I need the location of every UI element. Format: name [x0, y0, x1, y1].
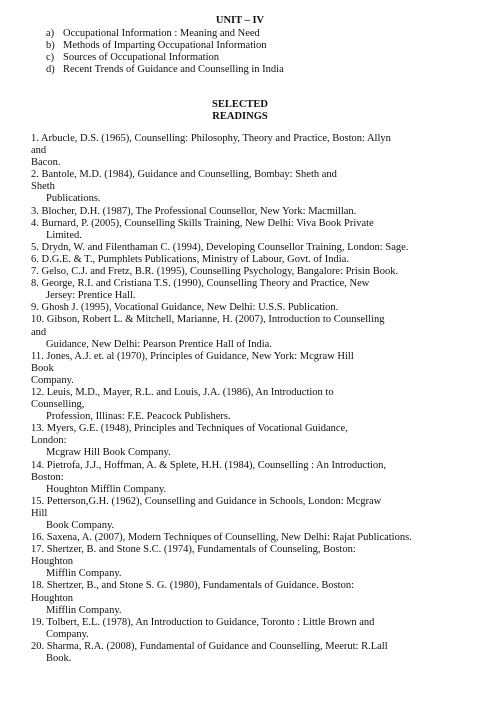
reference-first-line: 4. Burnard, P. (2005), Counselling Skills Training, New Delhi: Viva Book Private: [31, 217, 374, 229]
list-marker: d): [46, 64, 55, 76]
list-marker: a): [46, 28, 55, 39]
reference-entry: [31, 278, 409, 302]
reference-continuation-line: Counselling,: [31, 399, 85, 411]
unit-topic-item: [46, 28, 284, 40]
reference-entry: [31, 544, 409, 580]
reference-entry: [31, 302, 409, 314]
topic-text: Recent Trends of Guidance and Counselling in India: [63, 64, 284, 76]
reference-continuation-line: Book.: [46, 653, 72, 665]
reference-first-line: 14. Pietrofa, J.J., Hoffman, A. & Splete, H.H. (1984), Counselling : An Introduction,: [31, 459, 387, 471]
reference-continuation-line: Publications.: [46, 193, 101, 205]
reference-continuation-line: Houghton Mifflin Company.: [46, 483, 167, 495]
reference-first-line: 7. Gelso, C.J. and Fretz, B.R. (1995), Counselling Psychology, Bangalore: Prisin Book.: [31, 266, 399, 278]
reference-continuation-line: Company.: [46, 628, 89, 640]
topic-text: Methods of Imparting Occupational Information: [63, 40, 267, 52]
reference-continuation-line: Mcgraw Hill Book Company.: [46, 447, 171, 459]
reference-first-line: 5. Drydn, W. and Filenthaman C. (1994), Developing Counsellor Training, London: Sage.: [31, 241, 409, 253]
reference-list: [31, 133, 412, 665]
reference-continuation-line: London:: [31, 435, 67, 447]
reference-continuation-line: Guidance, New Delhi: Pearson Prentice Hall of India.: [46, 338, 272, 350]
unit-topic-item: [46, 52, 284, 64]
reference-continuation-line: Book Company.: [46, 520, 115, 531]
reference-first-line: 13. Myers, G.E. (1948), Principles and Techniques of Vocational Guidance,: [31, 423, 348, 435]
selected-readings-heading: [0, 99, 480, 123]
reference-first-line: 12. Leuis, M.D., Mayer, R.L. and Louis, J.A. (1986), An Introduction to: [31, 386, 334, 398]
unit-title: UNIT – IV: [215, 15, 265, 26]
topic-text: Occupational Information : Meaning and Need: [63, 28, 260, 39]
reference-entry: [31, 266, 409, 278]
reference-continuation-line: Houghton: [31, 592, 73, 604]
reference-continuation-line: Limited.: [46, 229, 82, 241]
reference-entry: [31, 496, 409, 532]
topic-text: Sources of Occupational Information: [63, 52, 219, 64]
reference-entry: [31, 242, 409, 254]
reference-entry: [31, 218, 409, 242]
reference-first-line: 1. Arbucle, D.S. (1965), Counselling: Philosophy, Theory and Practice, Boston: Allyn: [31, 133, 391, 144]
reference-continuation-line: Jersey: Prentice Hall.: [46, 290, 136, 302]
reference-continuation-line: Houghton: [31, 556, 73, 568]
reference-entry: [31, 580, 409, 616]
reference-entry: [31, 351, 409, 387]
reference-entry: [31, 641, 409, 665]
reference-entry: [31, 617, 409, 641]
reference-continuation-line: Book: [31, 362, 54, 374]
list-marker: c): [46, 52, 55, 64]
reference-continuation-line: and: [31, 326, 47, 338]
reference-continuation-line: Bacon.: [31, 157, 61, 169]
reference-first-line: 11. Jones, A.J. et. al (1970), Principles of Guidance, New York: Mcgraw Hill: [31, 350, 354, 362]
reference-first-line: 15. Petterson,G.H. (1962), Counselling and Guidance in Schools, London: Mcgraw: [31, 495, 382, 507]
reference-first-line: 8. George, R.I. and Cristiana T.S. (1990), Counselling Theory and Practice, New: [31, 278, 370, 290]
reference-continuation-line: Mifflin Company.: [46, 604, 122, 616]
reference-first-line: 20. Sharma, R.A. (2008), Fundamental of Guidance and Counselling, Meerut: R.Lall: [31, 640, 388, 652]
reference-entry: [31, 314, 409, 350]
reference-continuation-line: Boston:: [31, 471, 64, 483]
heading-line-selected: SELECTED: [211, 99, 269, 110]
reference-first-line: 18. Shertzer, B., and Stone S. G. (1980), Fundamentals of Guidance. Boston:: [31, 580, 354, 592]
reference-entry: [31, 460, 409, 496]
reference-first-line: 16. Saxena, A. (2007), Modern Techniques of Counselling, New Delhi: Rajat Publications.: [31, 532, 412, 544]
reference-entry: [31, 169, 409, 205]
reference-first-line: 10. Gibson, Robert L. & Mitchell, Marianne, H. (2007), Introduction to Counselling: [31, 314, 385, 326]
reference-entry: [31, 423, 409, 459]
unit-topic-item: [46, 64, 284, 76]
reference-continuation-line: Mifflin Company.: [46, 568, 122, 580]
reference-first-line: 17. Shertzer, B. and Stone S.C. (1974), Fundamentals of Counseling, Boston:: [31, 544, 356, 556]
reference-continuation-line: and: [31, 145, 47, 157]
reference-first-line: 2. Bantole, M.D. (1984), Guidance and Counselling, Bombay: Sheth and: [31, 169, 337, 181]
unit-topic-list: [46, 28, 284, 76]
reference-entry: [31, 254, 409, 266]
reference-entry: [31, 133, 409, 169]
heading-line-readings: READINGS: [212, 111, 268, 122]
reference-first-line: 19. Tolbert, E.L. (1978), An Introduction to Guidance, Toronto : Little Brown and: [31, 616, 375, 628]
reference-first-line: 9. Ghosh J. (1995), Vocational Guidance, New Delhi: U.S.S. Publication.: [31, 302, 339, 314]
reference-continuation-line: Profession, Illinas: F.E. Peacock Publishers.: [46, 411, 231, 423]
list-marker: b): [46, 40, 55, 52]
reference-continuation-line: Sheth: [31, 181, 55, 193]
reference-entry: [31, 387, 409, 423]
reference-entry: [31, 532, 412, 544]
reference-continuation-line: Hill: [31, 507, 48, 519]
unit-topic-item: [46, 40, 284, 52]
reference-continuation-line: Company.: [31, 374, 74, 386]
reference-entry: [31, 206, 409, 218]
reference-first-line: 3. Blocher, D.H. (1987), The Professional Counsellor, New York: Macmillan.: [31, 205, 357, 217]
reference-first-line: 6. D.G.E. & T., Pumphlets Publications, Ministry of Labour, Govt. of India.: [31, 253, 349, 265]
